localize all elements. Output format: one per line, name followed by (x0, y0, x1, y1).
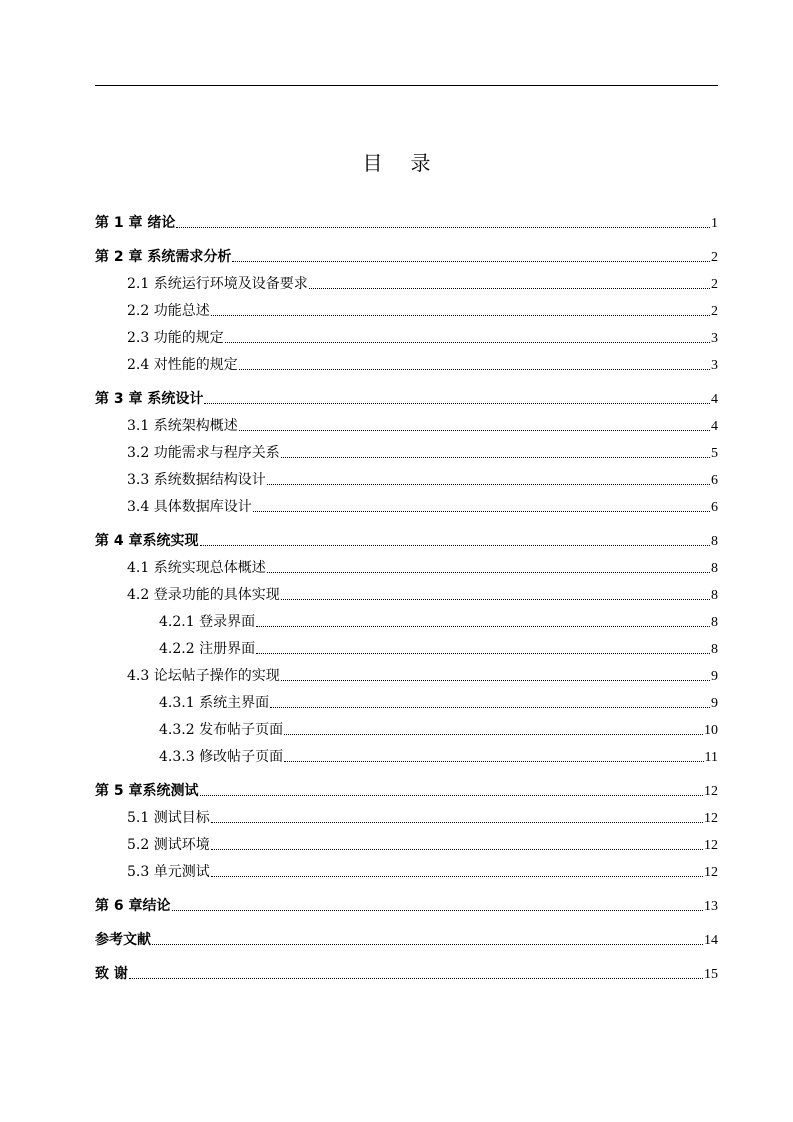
toc-entry-page: 5 (711, 446, 718, 461)
toc-leader-dots (253, 511, 710, 512)
toc-entry-page: 8 (711, 561, 718, 576)
toc-leader-dots (225, 342, 710, 343)
toc-entry-page: 12 (704, 865, 718, 880)
toc-leader-dots (256, 626, 710, 627)
toc-entry[interactable] (95, 442, 718, 464)
toc-entry-title: 第 2 章 系统需求分析 (95, 249, 232, 265)
toc-entry-page: 6 (711, 500, 718, 515)
toc-leader-dots (211, 849, 703, 850)
toc-entry-title: 3.2 功能需求与程序关系 (127, 445, 280, 461)
toc-leader-dots (211, 822, 703, 823)
toc-entry[interactable] (95, 469, 718, 491)
toc-leader-dots (211, 315, 710, 316)
toc-entry[interactable] (95, 300, 718, 322)
toc-entry[interactable] (95, 530, 718, 552)
toc-leader-dots (281, 680, 710, 681)
toc-entry[interactable] (95, 638, 718, 660)
toc-entry-title: 2.4 对性能的规定 (127, 357, 238, 373)
toc-leader-dots (267, 572, 710, 573)
toc-entry-page: 10 (704, 723, 718, 738)
toc-entry-title: 4.3.1 系统主界面 (159, 695, 270, 711)
toc-entry-title: 4.3.3 修改帖子页面 (159, 749, 284, 765)
toc-leader-dots (200, 545, 711, 546)
toc-entry-title: 第 3 章 系统设计 (95, 391, 204, 407)
toc-entry[interactable] (95, 807, 718, 829)
toc-entry-page: 6 (711, 473, 718, 488)
toc-entry-title: 5.1 测试目标 (127, 810, 210, 826)
toc-leader-dots (281, 599, 710, 600)
toc-entry[interactable] (95, 327, 718, 349)
toc-entry[interactable] (95, 584, 718, 606)
toc-entry-title: 4.3.2 发布帖子页面 (159, 722, 284, 738)
toc-entry-page: 2 (711, 250, 718, 265)
toc-leader-dots (239, 369, 710, 370)
toc-entry-page: 8 (711, 642, 718, 657)
toc-entry-title: 3.3 系统数据结构设计 (127, 472, 266, 488)
toc-leader-dots (172, 910, 704, 911)
toc-entry-title: 4.2 登录功能的具体实现 (127, 587, 280, 603)
toc-leader-dots (152, 944, 703, 945)
toc-leader-dots (256, 653, 710, 654)
toc-leader-dots (239, 430, 710, 431)
toc-entry[interactable] (95, 496, 718, 518)
toc-leader-dots (270, 707, 710, 708)
toc-leader-dots (281, 457, 710, 458)
toc-entry-page: 13 (704, 899, 718, 914)
toc-leader-dots (129, 978, 703, 979)
toc-entry[interactable] (95, 557, 718, 579)
toc-entry-page: 12 (704, 838, 718, 853)
toc-entry[interactable] (95, 415, 718, 437)
toc-entry-page: 3 (711, 358, 718, 373)
toc-entry[interactable] (95, 834, 718, 856)
toc-entry[interactable] (95, 388, 718, 410)
toc-entry-title: 参考文献 (95, 932, 151, 948)
toc-entry-title: 第 4 章系统实现 (95, 533, 199, 549)
toc-leader-dots (204, 403, 710, 404)
toc-entry[interactable] (95, 212, 718, 234)
toc-entry-page: 8 (711, 588, 718, 603)
toc-leader-dots (284, 761, 703, 762)
toc-entry-page: 9 (711, 696, 718, 711)
toc-leader-dots (211, 876, 703, 877)
toc-entry-title: 第 5 章系统测试 (95, 783, 199, 799)
toc-entry[interactable] (95, 273, 718, 295)
toc-entry-title: 2.1 系统运行环境及设备要求 (127, 276, 308, 292)
toc-entry-title: 2.2 功能总述 (127, 303, 210, 319)
toc-leader-dots (200, 795, 704, 796)
toc-entry[interactable] (95, 929, 718, 951)
toc-entry[interactable] (95, 963, 718, 985)
toc-entry-title: 4.2.2 注册界面 (159, 641, 256, 657)
toc-entry-page: 4 (711, 392, 718, 407)
toc-entry-page: 4 (711, 419, 718, 434)
toc-entry-page: 11 (704, 750, 718, 765)
toc-entry-title: 5.2 测试环境 (127, 837, 210, 853)
toc-entry[interactable] (95, 611, 718, 633)
toc-entry-title: 4.3 论坛帖子操作的实现 (127, 668, 280, 684)
toc-entry-page: 14 (704, 933, 718, 948)
toc-leader-dots (284, 734, 703, 735)
toc-entry[interactable] (95, 246, 718, 268)
toc-entry[interactable] (95, 354, 718, 376)
toc-leader-dots (232, 261, 710, 262)
toc-entry-page: 8 (711, 615, 718, 630)
toc-entry-page: 2 (711, 277, 718, 292)
toc-entry[interactable] (95, 746, 718, 768)
toc-entry-page: 9 (711, 669, 718, 684)
toc-entry-page: 15 (704, 967, 718, 982)
toc-entry-page: 8 (711, 534, 718, 549)
toc-entry-title: 第 1 章 绪论 (95, 215, 176, 231)
toc-entry-title: 4.2.1 登录界面 (159, 614, 256, 630)
toc-entry-page: 3 (711, 331, 718, 346)
toc-entry-title: 致 谢 (95, 966, 128, 982)
toc-entry-title: 3.1 系统架构概述 (127, 418, 238, 434)
toc-entry-title: 4.1 系统实现总体概述 (127, 560, 266, 576)
header-rule (95, 85, 718, 86)
toc-leader-dots (309, 288, 710, 289)
toc-entry-title: 2.3 功能的规定 (127, 330, 224, 346)
toc-entry-page: 1 (711, 216, 718, 231)
toc-entry[interactable] (95, 861, 718, 883)
toc-entry[interactable] (95, 895, 718, 917)
toc-title-char-2: 录 (410, 151, 431, 175)
toc-entry-page: 12 (704, 811, 718, 826)
toc-title (0, 150, 793, 176)
toc-entry[interactable] (95, 665, 718, 687)
toc-entry-page: 2 (711, 304, 718, 319)
toc-entry-title: 5.3 单元测试 (127, 864, 210, 880)
toc-entry[interactable] (95, 719, 718, 741)
toc-leader-dots (267, 484, 710, 485)
toc-entry[interactable] (95, 780, 718, 802)
toc-entry[interactable] (95, 692, 718, 714)
toc-entry-title: 第 6 章结论 (95, 898, 171, 914)
toc-entry-page: 12 (704, 784, 718, 799)
toc-entry-title: 3.4 具体数据库设计 (127, 499, 252, 515)
toc-title-char-1: 目 (362, 151, 383, 175)
toc-leader-dots (176, 227, 710, 228)
